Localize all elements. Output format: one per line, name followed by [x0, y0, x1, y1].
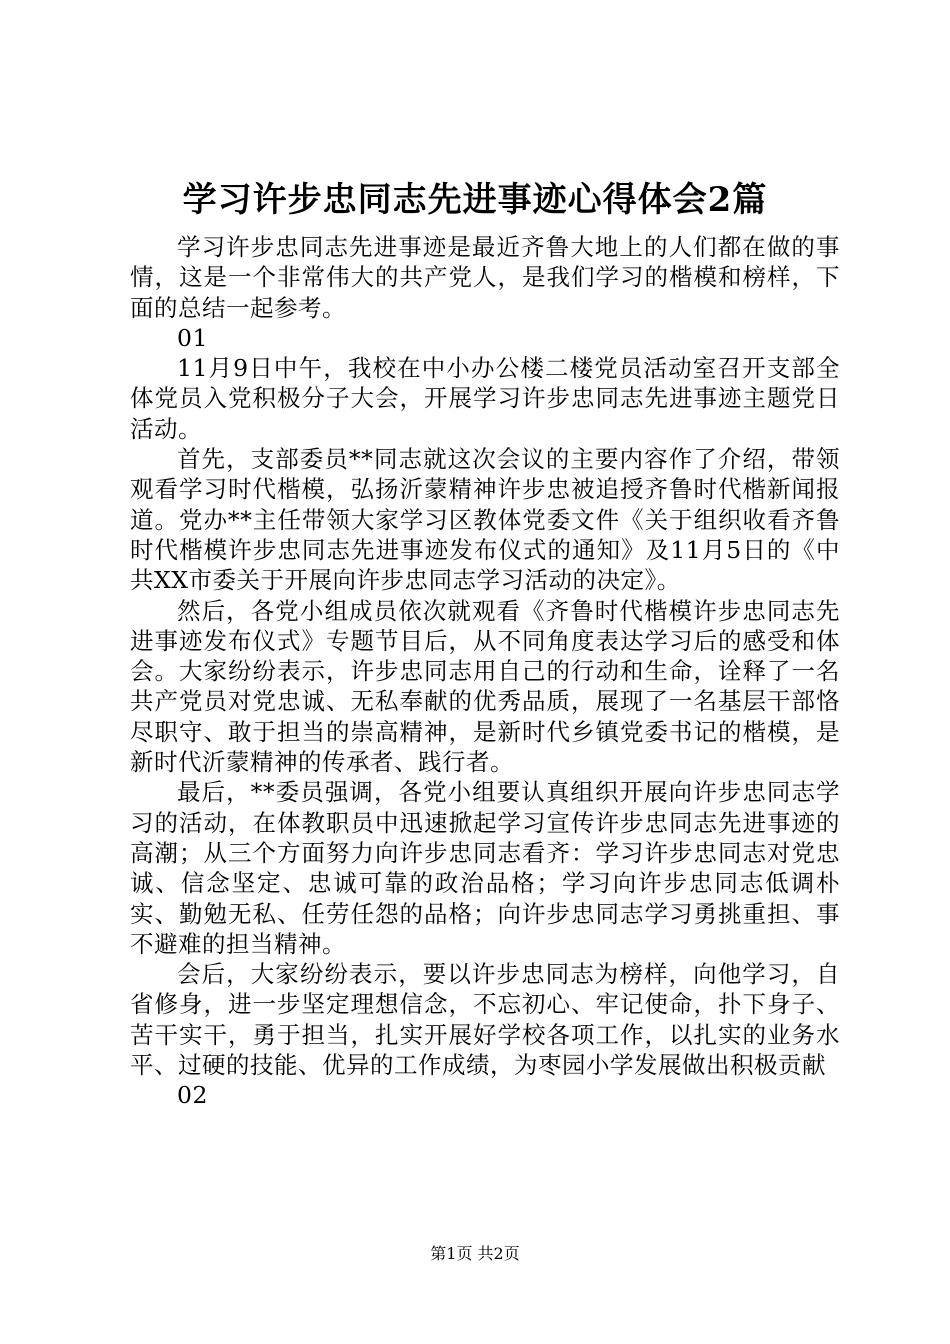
paragraph: 最后，**委员强调，各党小组要认真组织开展向许步忠同志学习的活动，在体教职员中迅速掀起学习宣传许步忠同志先进事迹的高潮；从三个方面努力向许步忠同志看齐：学习许步忠同志对党忠诚、信念坚定、忠诚可靠的政治品格；学习向许步忠同志低调朴实、勤勉无私、任劳任怨的品格；向许步忠同志学习勇挑重担、事不避难的担当精神。 [130, 778, 840, 958]
document-title: 学习许步忠同志先进事迹心得体会2篇 [182, 180, 768, 220]
section-number-01: 01 [177, 323, 208, 352]
intro-paragraph: 学习许步忠同志先进事迹是最近齐鲁大地上的人们都在做的事情，这是一个非常伟大的共产党人，是我们学习的楷模和榜样，下面的总结一起参考。 [130, 233, 840, 322]
paragraph: 首先，支部委员**同志就这次会议的主要内容作了介绍，带领观看学习时代楷模，弘扬沂蒙精神许步忠被追授齐鲁时代楷新闻报道。党办**主任带领大家学习区教体党委文件《关于组织收看齐鲁时代楷模许步忠同志先进事迹发布仪式的通知》及11月5日的《中共XX市委关于开展向许步忠同志学习活动的决定》。 [130, 445, 840, 595]
page-footer: 第1页 共2页 [430, 1244, 520, 1263]
document-body [130, 232, 840, 1111]
paragraph: 然后，各党小组成员依次就观看《齐鲁时代楷模许步忠同志先进事迹发布仪式》专题节目后，从不同角度表达学习后的感受和体会。大家纷纷表示，许步忠同志用自己的行动和生命，诠释了一名共产党员对党忠诚、无私奉献的优秀品质，展现了一名基层干部恪尽职守、敢于担当的崇高精神，是新时代乡镇党委书记的楷模，是新时代沂蒙精神的传承者、践行者。 [130, 596, 840, 777]
paragraph: 会后，大家纷纷表示，要以许步忠同志为榜样，向他学习，自省修身，进一步坚定理想信念，不忘初心、牢记使命，扑下身子、苦干实干，勇于担当，扎实开展好学校各项工作，以扎实的业务水平、过硬的技能、优异的工作成绩，为枣园小学发展做出积极贡献 [130, 960, 840, 1080]
section-number-02: 02 [177, 1081, 208, 1110]
paragraph: 11月9日中午，我校在中小办公楼二楼党员活动室召开支部全体党员入党积极分子大会，开展学习许步忠同志先进事迹主题党日活动。 [130, 354, 840, 443]
